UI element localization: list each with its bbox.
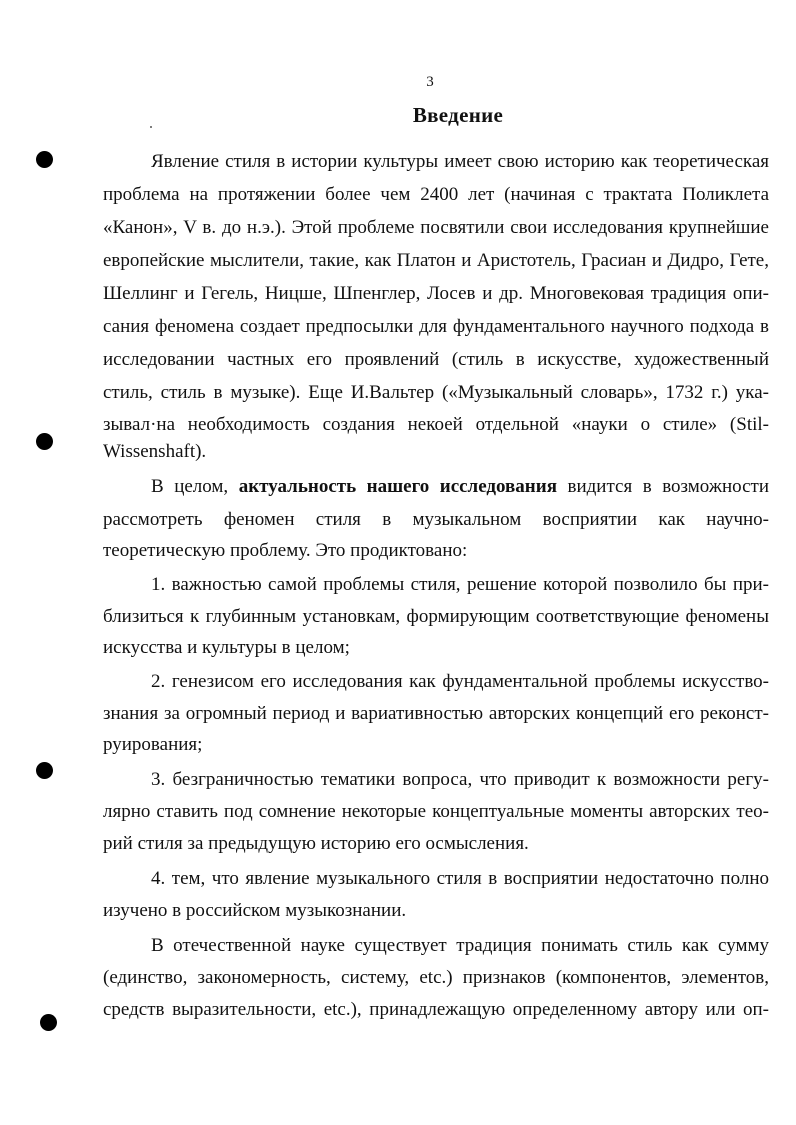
relevance-line xyxy=(151,472,769,502)
page-number: 3 xyxy=(426,74,434,90)
list-item-line: изучено в российском музыкознании. xyxy=(103,900,407,921)
section-heading: Введение xyxy=(412,103,504,127)
paragraph-line: В отечественной науке существует традиция понимать стиль как сумму xyxy=(151,935,769,956)
punch-hole-dot xyxy=(36,151,53,168)
paragraph-line: Шеллинг и Гегель, Ницше, Шпенглер, Лосев и др. Многовековая традиция опи- xyxy=(103,283,769,304)
paragraph-line: проблема на протяжении более чем 2400 лет (начиная с трактата Поликлета xyxy=(103,184,769,205)
paragraph-line: европейские мыслители, такие, как Платон и Аристотель, Грасиан и Дидро, Гете, xyxy=(103,250,769,271)
paragraph-line: теоретическую проблему. Это продиктовано: xyxy=(103,540,468,561)
paragraph-line: зывал·на необходимость создания некоей отдельной «науки о стиле» (Stil- xyxy=(103,414,769,435)
scan-speck xyxy=(150,126,152,128)
list-item-line: рий стиля за предыдущую историю его осмысления. xyxy=(103,833,529,854)
list-item-line: искусства и культуры в целом; xyxy=(103,637,350,658)
punch-hole-dot xyxy=(36,762,53,779)
list-item-line: 3. безграничностью тематики вопроса, что приводит к возможности регу- xyxy=(151,769,769,790)
list-item-line: 1. важностью самой проблемы стиля, решение которой позволило бы при- xyxy=(151,574,769,595)
paragraph-line: сания феномена создает предпосылки для фундаментального научного подхода в xyxy=(103,316,769,337)
paragraph-line: стиль, стиль в музыке). Еще И.Вальтер («Музыкальный словарь», 1732 г.) ука- xyxy=(103,382,769,403)
paragraph-line: средств выразительности, etc.), принадлежащую определенному автору или оп- xyxy=(103,999,769,1020)
paragraph-line: исследовании частных его проявлений (стиль в искусстве, художественный xyxy=(103,349,769,370)
list-item-line: 2. генезисом его исследования как фундаментальной проблемы искусство- xyxy=(151,671,769,692)
paragraph-line: Wissenshaft). xyxy=(103,441,207,462)
list-item-line: знания за огромный период и вариативностью авторских концепций его реконст- xyxy=(103,703,769,724)
list-item-line: руирования; xyxy=(103,734,203,755)
paragraph-line: рассмотреть феномен стиля в музыкальном восприятии как научно- xyxy=(103,509,769,530)
list-item-line: лярно ставить под сомнение некоторые концептуальные моменты авторских тео- xyxy=(103,801,769,822)
paragraph-line: Явление стиля в истории культуры имеет свою историю как теоретическая xyxy=(151,151,769,172)
paragraph-line: (единство, закономерность, систему, etc.) признаков (компонентов, элементов, xyxy=(103,967,769,988)
list-item-line: близиться к глубинным установкам, формирующим соответствующие феномены xyxy=(103,606,769,627)
relevance-rest: видится в возможности xyxy=(556,476,769,497)
punch-hole-dot xyxy=(40,1014,57,1031)
list-item-line: 4. тем, что явление музыкального стиля в восприятии недостаточно полно xyxy=(151,868,769,889)
relevance-bold-phrase: актуальность нашего исследования xyxy=(238,476,557,497)
relevance-lead: В целом, xyxy=(151,476,239,497)
punch-hole-dot xyxy=(36,433,53,450)
paragraph-line: «Канон», V в. до н.э.). Этой проблеме посвятили свои исследования крупнейшие xyxy=(103,217,769,238)
